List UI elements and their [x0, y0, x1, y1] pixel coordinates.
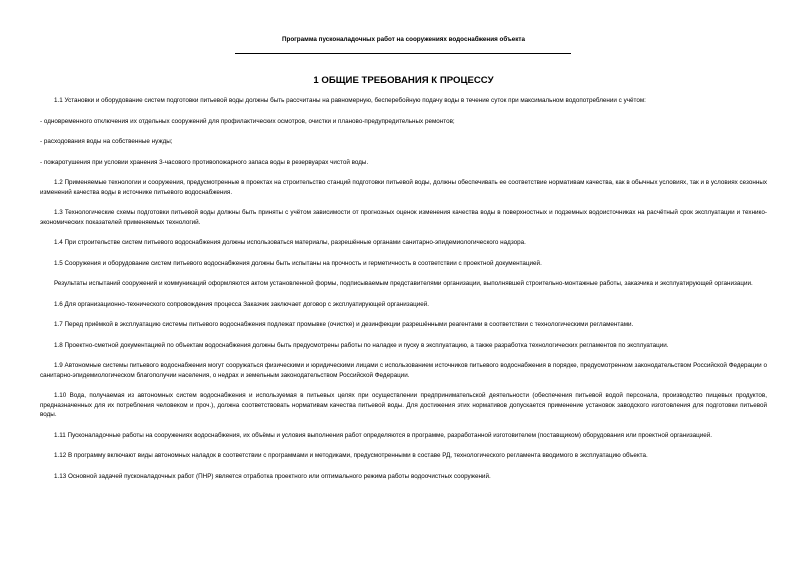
paragraph-1-4: 1.4 При строительстве систем питьевого водоснабжения должны использоваться материалы, разрешённые органами санитарно-эпидемиологического надзора.	[54, 239, 526, 246]
running-header: Программа пусконаладочных работ на сооружениях водоснабжения объекта	[281, 36, 526, 43]
list-item-firefighting: - пожаротушения при условии хранения 3-часового противопожарного запаса воды в резервуарах чистой воды.	[40, 158, 369, 166]
document-body	[40, 96, 767, 481]
paragraph-1-5: 1.5 Сооружения и оборудование систем питьевого водоснабжения должны быть испытаны на прочность и герметичность в соответствии с проектной документацией.	[54, 259, 542, 267]
paragraph-1-1: 1.1 Установки и оборудование систем подготовки питьевой воды должны быть рассчитаны на равномерную, бесперебойную подачу воды в течение суток при максимальном водопотреблении с учётом:	[54, 97, 646, 104]
paragraph-1-10: 1.10 Вода, получаемая из автономных систем водоснабжения и используемая в питьевых целях при осуществлении предпринимательской деятельности (обеспечения питьевой водой персонала, производство пищевых продуктов, предназначенных для их потребления человеком и проч.), должна соответствовать нормативам качества питьевой воды. Для достижения этих нормативов допускается применение установок заводского изготовления для подготовки питьевой воды.	[40, 392, 767, 418]
paragraph-1-7: 1.7 Перед приёмкой в эксплуатацию системы питьевого водоснабжения подлежат промывке (очистке) и дезинфекции разрешёнными реагентами в соответствии с технологическими регламентами.	[54, 321, 634, 328]
paragraph-1-6: 1.6 Для организационно-технического сопровождения процесса Заказчик заключает договор с эксплуатирующей организацией.	[54, 300, 429, 308]
paragraph-1-11: 1.11 Пусконаладочные работы на сооружениях водоснабжения, их объёмы и условия выполнения работ определяются в программе, разработанной изготовителем (поставщиком) оборудования или проектной организацией.	[54, 431, 713, 439]
paragraph-test-results: Результаты испытаний сооружений и коммуникаций оформляются актом установленной формы, подписываемым представителями организации, выполнявшей строительно-монтажные работы, заказчика и эксплуатирующей организации.	[54, 280, 753, 287]
paragraph-1-2: 1.2 Применяемые технологии и сооружения, предусмотренные в проектах на строительство станций подготовки питьевой воды, должны обеспечивать ее соответствие нормативам качества, как в обычных условиях, так и в условиях сезонных изменений качества воды в источнике питьевого водоснабжения.	[40, 179, 767, 196]
section-title: 1 ОБЩИЕ ТРЕБОВАНИЯ К ПРОЦЕССУ	[313, 75, 494, 86]
paragraph-1-3: 1.3 Технологические схемы подготовки питьевой воды должны быть приняты с учётом зависимости от прогнозных оценок изменения качества воды в поверхностных и подземных водоисточниках на расчётный срок эксплуатации и технико-экономических показателей применяемых технологий.	[40, 209, 767, 226]
list-item-maintenance: - одновременного отключения их отдельных сооружений для профилактических осмотров, очистки и планово-предупредительных ремонтов;	[40, 117, 455, 125]
list-item-own-needs: - расходования воды на собственные нужды;	[40, 138, 173, 145]
paragraph-1-9: 1.9 Автономные системы питьевого водоснабжения могут сооружаться физическими и юридическими лицами с использованием источников питьевого водоснабжения в порядке, предусмотренном законодательством Российской Федерации о санитарно-эпидемиологическом благополучии населения, о недрах и земельным законодательством Российской Федерации.	[40, 362, 767, 379]
paragraph-1-12: 1.12 В программу включают виды автономных наладок в соответствии с программами и методиками, предусмотренными в составе РД, технологического регламента вводимого в эксплуатацию объекта.	[54, 452, 648, 459]
paragraph-1-8: 1.8 Проектно-сметной документацией по объектам водоснабжения должны быть предусмотрены работы по наладке и пуску в эксплуатацию, а также разработка технологических регламентов по эксплуатации.	[54, 341, 669, 349]
header-divider	[235, 53, 571, 54]
paragraph-1-13: 1.13 Основной задачей пусконаладочных работ (ПНР) является отработка проектного или оптимального режима работы водоочистных сооружений.	[54, 472, 491, 480]
